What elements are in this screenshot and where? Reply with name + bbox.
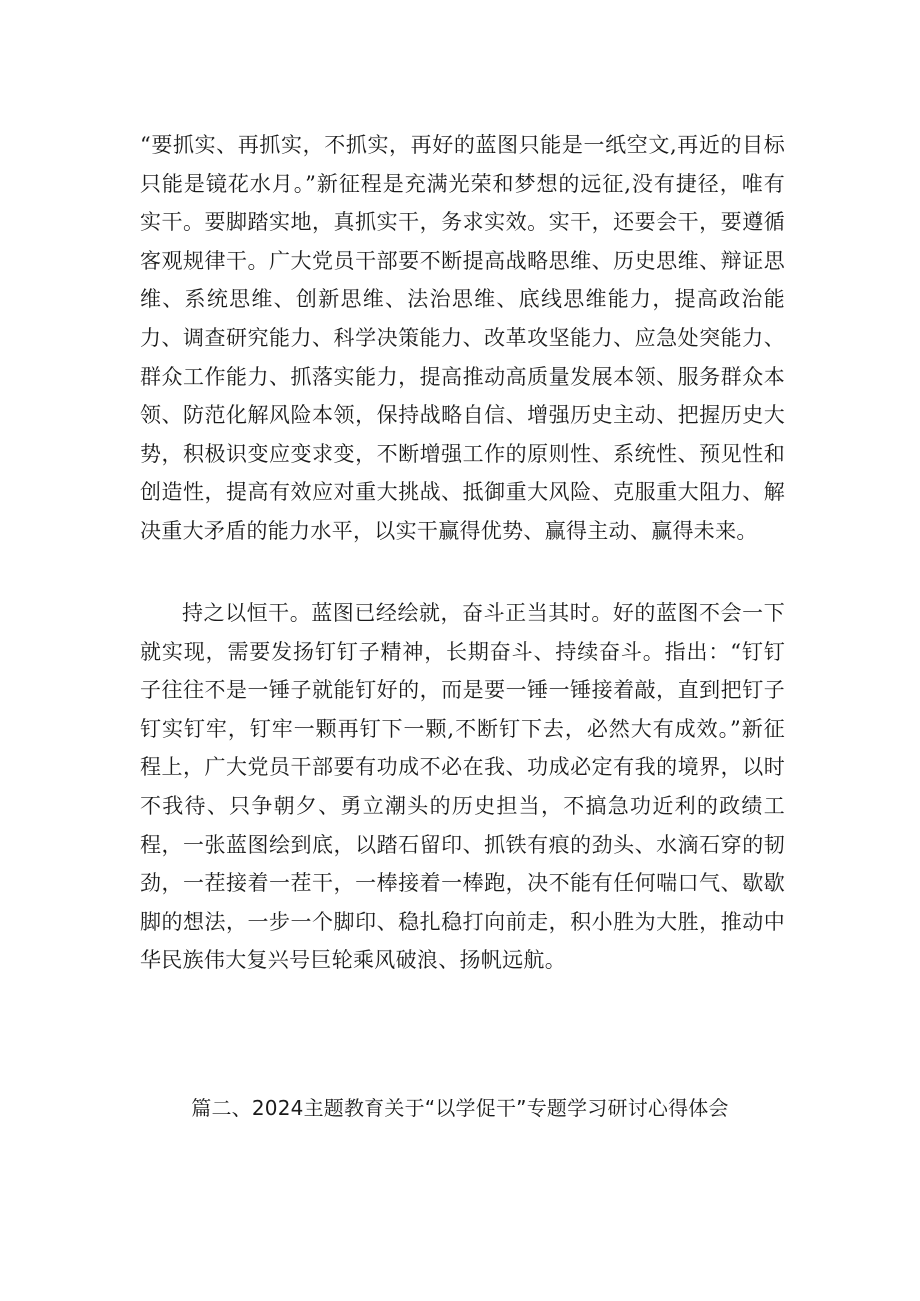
body-paragraph-1: “要抓实、再抓实，不抓实，再好的蓝图只能是一纸空文,再近的目标只能是镜花水月。”新征程是充满光荣和梦想的远征,没有捷径，唯有实干。要脚踏实地，真抓实干，务求实效。实干，还要会干，要遵循客观规律干。广大党员干部要不断提高战略思维、历史思维、辩证思维、系统思维、创新思维、法治思维、底线思维能力，提高政治能力、调查研究能力、科学决策能力、改革攻坚能力、应急处突能力、群众工作能力、抓落实能力，提高推动高质量发展本领、服务群众本领、防范化解风险本领，保持战略自信、增强历史主动、把握历史大势，积极识变应变求变，不断增强工作的原则性、系统性、预见性和创造性，提高有效应对重大挑战、抵御重大风险、克服重大阻力、解决重大矛盾的能力水平，以实干赢得优势、赢得主动、赢得未来。 bbox=[140, 133, 785, 543]
section-heading: 篇二、2024主题教育关于“以学促干”专题学习研讨心得体会 bbox=[191, 1096, 729, 1120]
body-paragraph-2: 持之以恒干。蓝图已经绘就，奋斗正当其时。好的蓝图不会一下就实现，需要发扬钉钉子精神，长期奋斗、持续奋斗。指出：“钉钉子往往不是一锤子就能钉好的，而是要一锤一锤接着敲，直到把钉子钉实钉牢，钉牢一颗再钉下一颗,不断钉下去，必然大有成效。”新征程上，广大党员干部要有功成不必在我、功成必定有我的境界，以时不我待、只争朝夕、勇立潮头的历史担当，不搞急功近利的政绩工程，一张蓝图绘到底，以踏石留印、抓铁有痕的劲头、水滴石穿的韧劲，一茬接着一茬干，一棒接着一棒跑，决不能有任何喘口气、歇歇脚的想法，一步一个脚印、稳扎稳打向前走，积小胜为大胜，推动中华民族伟大复兴号巨轮乘风破浪、扬帆远航。 bbox=[140, 601, 785, 973]
